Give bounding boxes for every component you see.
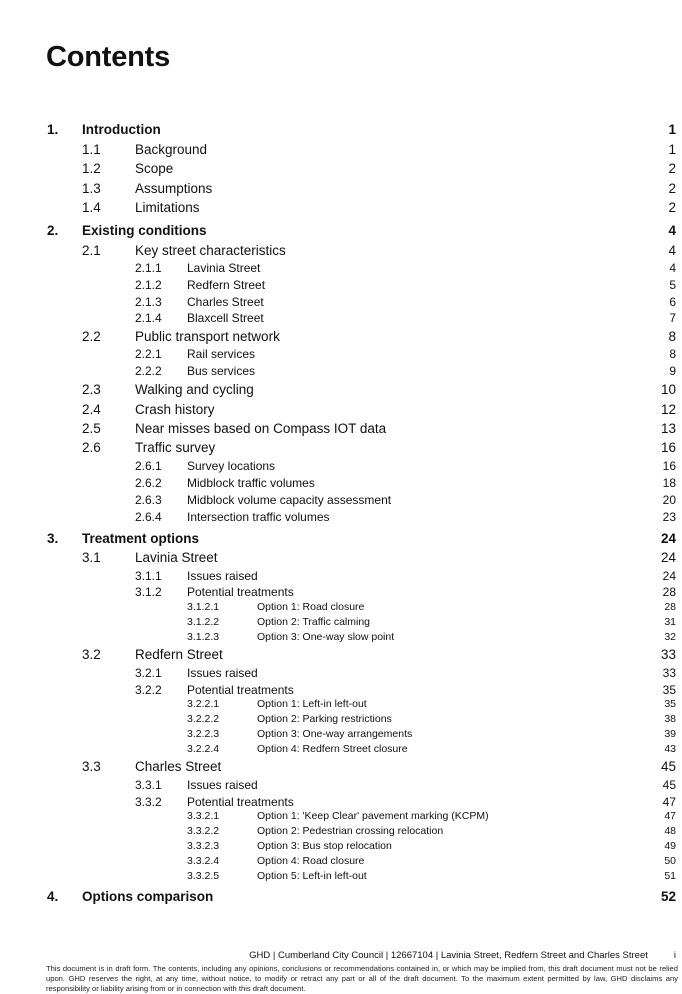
toc-entry-number: 3.3.2.1 — [187, 810, 220, 822]
toc-entry-number: 3.1 — [82, 550, 101, 565]
toc-entry-number: 3.2.2.3 — [187, 728, 220, 740]
toc-entry-title: Potential treatments — [187, 683, 294, 697]
toc-entry-page: 4 — [668, 223, 676, 238]
toc-entry-title: Option 5: Left-in left-out — [257, 870, 367, 882]
toc-entry-page: 16 — [660, 440, 676, 455]
toc-entry-page: 1 — [668, 122, 676, 137]
toc-entry-page: 2 — [668, 181, 676, 196]
toc-entry-page: 8 — [668, 329, 676, 344]
draft-disclaimer: This document is in draft form. The contents, including any opinions, conclusions or recommendations contained in, or which may be implied from, this draft document must not be relied upon. GHD reserves the right, at any time, without notice, to modify or retract any part or all of the draft document. To the maximum extent permitted by law, GHD disclaims any responsibility or liability arising from or in connection with this draft document. — [46, 964, 678, 993]
toc-entry-title: Key street characteristics — [135, 243, 286, 258]
toc-entry-page: 20 — [662, 493, 676, 507]
toc-entry-page: 47 — [662, 795, 676, 809]
toc-entry-page: 8 — [669, 347, 676, 361]
toc-entry-number: 2.6.2 — [135, 476, 162, 490]
toc-entry-page: 10 — [660, 382, 676, 397]
toc-entry-title: Charles Street — [135, 759, 222, 774]
toc-entry-number: 2.1.4 — [135, 311, 162, 325]
toc-entry-number: 2.2.1 — [135, 347, 162, 361]
toc-entry-page: 47 — [664, 810, 676, 822]
toc-entry-number: 3.2.2.1 — [187, 698, 220, 710]
toc-entry-page: 7 — [669, 311, 676, 325]
toc-entry-title: Option 2: Parking restrictions — [257, 713, 392, 725]
toc-entry-title: Potential treatments — [187, 795, 294, 809]
toc-entry-number: 2.3 — [82, 382, 101, 397]
toc-entry-number: 1.3 — [82, 181, 101, 196]
toc-entry-number: 3.1.2 — [135, 585, 162, 599]
toc-entry-page: 35 — [662, 683, 676, 697]
toc-entry-title: Redfern Street — [187, 278, 266, 292]
toc-entry-number: 1.4 — [82, 200, 101, 215]
toc-entry-number: 2.1.3 — [135, 295, 162, 309]
toc-entry-title: Rail services — [187, 347, 256, 361]
toc-entry-page: 28 — [664, 601, 676, 613]
toc-entry-number: 3.3.1 — [135, 778, 162, 792]
toc-entry-number: 2.6.1 — [135, 459, 162, 473]
toc-entry-page: 13 — [660, 421, 676, 436]
toc-entry-title: Option 2: Traffic calming — [257, 616, 371, 628]
toc-entry-number: 1.1 — [82, 142, 101, 157]
toc-entry-number: 3.2.1 — [135, 666, 162, 680]
toc-entry-title: Options comparison — [82, 889, 214, 904]
toc-entry-title: Limitations — [135, 200, 200, 215]
toc-entry-title: Traffic survey — [135, 440, 216, 455]
toc-entry-title: Lavinia Street — [135, 550, 218, 565]
toc-entry-number: 2.6.4 — [135, 510, 162, 524]
toc-entry-page: 50 — [664, 855, 676, 867]
toc-entry-number: 2. — [47, 223, 59, 238]
toc-entry-title: Scope — [135, 161, 174, 176]
toc-entry-number: 2.1.1 — [135, 261, 162, 275]
toc-entry-number: 3.2.2 — [135, 683, 162, 697]
toc-entry-number: 3.1.1 — [135, 569, 162, 583]
toc-entry-page: 5 — [669, 278, 676, 292]
toc-entry-page: 1 — [668, 142, 676, 157]
page-title: Contents — [46, 41, 171, 73]
toc-entry-page: 24 — [660, 550, 676, 565]
toc-entry-title: Charles Street — [187, 295, 264, 309]
toc-entry-title: Lavinia Street — [187, 261, 261, 275]
toc-entry-number: 3.2 — [82, 647, 101, 662]
toc-entry-number: 4. — [47, 889, 59, 904]
toc-entry-page: 24 — [660, 531, 676, 546]
toc-entry-page: 45 — [660, 759, 676, 774]
toc-entry-title: Midblock volume capacity assessment — [187, 493, 392, 507]
toc-entry-number: 2.6 — [82, 440, 101, 455]
toc-entry-number: 3. — [47, 531, 59, 546]
toc-entry-title: Walking and cycling — [135, 382, 254, 397]
toc-entry-title: Potential treatments — [187, 585, 294, 599]
footer-line — [249, 950, 676, 961]
toc-entry-page: 51 — [664, 870, 676, 882]
toc-entry-title: Introduction — [82, 122, 161, 137]
toc-entry-title: Intersection traffic volumes — [187, 510, 330, 524]
toc-entry-number: 2.1.2 — [135, 278, 162, 292]
toc-entry-number: 3.1.2.3 — [187, 631, 220, 643]
toc-entry-page: 33 — [660, 647, 676, 662]
toc-entry-title: Existing conditions — [82, 223, 207, 238]
toc-entry-page: 23 — [662, 510, 676, 524]
toc-entry-page: 16 — [662, 459, 676, 473]
toc-entry-title: Issues raised — [187, 666, 258, 680]
toc-entry-title: Survey locations — [187, 459, 276, 473]
toc-entry-number: 2.2 — [82, 329, 101, 344]
toc-entry-page: 24 — [662, 569, 676, 583]
toc-entry-number: 3.2.2.2 — [187, 713, 220, 725]
toc-entry-page: 49 — [664, 840, 676, 852]
footer-project-info: GHD | Cumberland City Council | 12667104 | Lavinia Street, Redfern Street and Charles Street — [249, 950, 648, 961]
toc-entry-title: Option 3: One-way arrangements — [257, 728, 413, 740]
toc-entry-number: 3.3.2.3 — [187, 840, 220, 852]
toc-entry-page: 18 — [662, 476, 676, 490]
toc-entry-title: Public transport network — [135, 329, 280, 344]
toc-entry-page: 38 — [664, 713, 676, 725]
toc-entry-number: 2.1 — [82, 243, 101, 258]
toc-entry-title: Option 1: 'Keep Clear' pavement marking (KCPM) — [257, 810, 489, 822]
toc-entry-page: 6 — [669, 295, 676, 309]
toc-entry-number: 3.2.2.4 — [187, 743, 220, 755]
toc-entry-title: Issues raised — [187, 569, 258, 583]
toc-entry-title: Near misses based on Compass IOT data — [135, 421, 387, 436]
footer-page-number: i — [673, 950, 676, 961]
toc-entry-title: Option 3: Bus stop relocation — [257, 840, 392, 852]
toc-entry-page: 52 — [660, 889, 676, 904]
toc-entry-number: 2.2.2 — [135, 364, 162, 378]
toc-entry-title: Treatment options — [82, 531, 200, 546]
toc-entry-number: 3.1.2.2 — [187, 616, 220, 628]
toc-entry-title: Option 4: Road closure — [257, 855, 365, 867]
toc-entry-title: Midblock traffic volumes — [187, 476, 315, 490]
toc-entry-number: 1.2 — [82, 161, 101, 176]
toc-entry-title: Option 1: Road closure — [257, 601, 365, 613]
toc-entry-page: 48 — [664, 825, 676, 837]
toc-entry-number: 3.3.2.5 — [187, 870, 220, 882]
toc-entry-page: 4 — [668, 243, 676, 258]
toc-entry-page: 32 — [664, 631, 676, 643]
toc-entry-title: Redfern Street — [135, 647, 223, 662]
toc-entry-page: 45 — [662, 778, 676, 792]
toc-entry-page: 35 — [664, 698, 676, 710]
toc-entry-page: 39 — [664, 728, 676, 740]
toc-entry-title: Issues raised — [187, 778, 258, 792]
toc-entry-title: Option 3: One-way slow point — [257, 631, 395, 643]
toc-entry-title: Bus services — [187, 364, 256, 378]
toc-entry-title: Option 2: Pedestrian crossing relocation — [257, 825, 444, 837]
toc-entry-page: 2 — [668, 200, 676, 215]
toc-entry-title: Option 4: Redfern Street closure — [257, 743, 408, 755]
toc-entry-number: 2.5 — [82, 421, 101, 436]
toc-entry-title: Blaxcell Street — [187, 311, 264, 325]
toc-entry-page: 2 — [668, 161, 676, 176]
toc-entry-page: 12 — [660, 402, 676, 417]
toc-entry-page: 43 — [664, 743, 676, 755]
toc-entry-number: 3.3.2 — [135, 795, 162, 809]
toc-entry-page: 28 — [662, 585, 676, 599]
toc-entry-page: 31 — [664, 616, 676, 628]
toc-entry-title: Background — [135, 142, 208, 157]
toc-entry-page: 4 — [669, 261, 676, 275]
toc-entry-page: 33 — [662, 666, 676, 680]
toc-entry-title: Assumptions — [135, 181, 213, 196]
toc-entry-number: 1. — [47, 122, 59, 137]
toc-entry-title: Option 1: Left-in left-out — [257, 698, 367, 710]
toc-entry-number: 3.3.2.4 — [187, 855, 220, 867]
toc-entry-number: 2.6.3 — [135, 493, 162, 507]
toc-entry-number: 3.3.2.2 — [187, 825, 220, 837]
toc-entry-title: Crash history — [135, 402, 215, 417]
toc-entry-number: 2.4 — [82, 402, 101, 417]
toc-entry-number: 3.3 — [82, 759, 101, 774]
toc-entry-number: 3.1.2.1 — [187, 601, 220, 613]
toc-entry-page: 9 — [669, 364, 676, 378]
